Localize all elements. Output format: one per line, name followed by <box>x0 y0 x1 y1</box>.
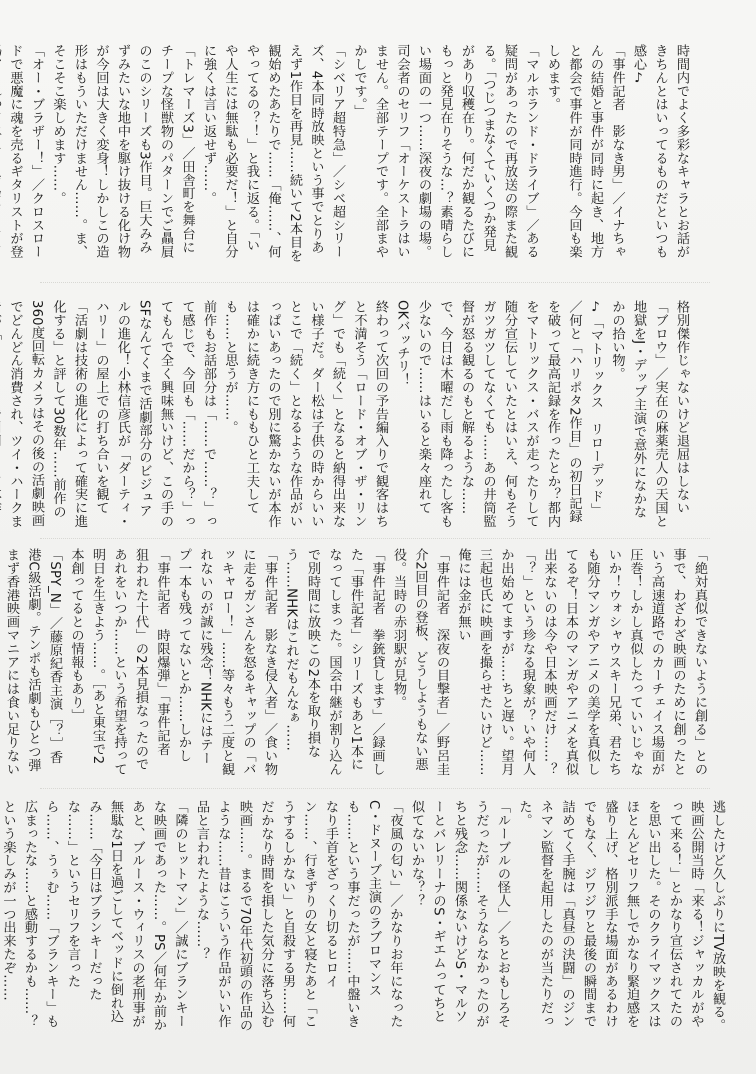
row-divider <box>40 538 710 539</box>
row-divider <box>40 282 710 283</box>
text-column-block-4: 逃したけど久しぶりにTV放映を観る。映画公開当時「来る！ジャッカルがやって来る！」とかなり宣伝されてたのを思い出した。そのクライマックスはほとんどセリフ無しでかなり緊迫感を盛り上げ、格別派手な場面があるわけでもなく、ジワジワと最後の瞬間まで詰めてく手腕は「真昼の決闘」のジンネマン監督を起用したのが当たりだった。 「ルーブルの怪人」／ちとおもしろそうだったが……そうならなかったのがちと残念……関係ないけどS・マルソーとバレリーナのS・ギエムってちと似てないかな？？ 「夜風の匂い」／かなりお年になったC・ドヌーブ主演のラブロマンスも……という事だったが……中盤いきなり手首をざっくり切るヒロイン……、行きずりの女と寝たあと「こうするしかない」と自殺する男……何だかなり時間を損した気分に落ち込む映画……。まるで70年代初頭の作品のような……昔はこういう作品がいい作品と言われたような……？ 「隣のヒットマン」／誠にブランキーな映画であった……。PS／何年か前かあと、ブルース・ウィリスの老刑事が無駄な1日を過ごしてベッドに倒れ込み……「今日はブランキーだったな……」というセリフを言ったら……、うぅむ……「ブランキー」も広まったな……と感動するかも……？という楽しみが一つ出来たぞ…… <box>0 800 725 1032</box>
text-column-block-1: 時間内でよく多彩なキャラとお話がきちんとはいってるものだといつも感心♪ 「事件記者 影なき男」／イナちゃんの結婚と事件が同時に起き、地方と都会で事件が同時進行。今回も楽しめます。 「マルホランド・ドライブ」／ある疑問があったので再放送の際また観る。「つじつまなくていくつか発見があり収穫在り。何だか観るたびにもっと発見在りそうな…？素晴らしい場面の一つ……深夜の劇場の場。司会者のセリフ「オーケストラはいません。全部テープです。全部まやかしです。」 「シベリア超特急」／シベ超シリーズ、4本同時放映という事でとりあえず1作目を再見……続いて2本目を観始めたあたりで……「俺……、何やってるの？！」と我に返る。「いや人生には無駄も必要だ！」と自分に強くは言い返せず……。 「トレマーズ3」／田舎町を舞台にチープな怪獣物のパターンでご贔屓のこのシリーズも3作目。巨大みみずみたいな地中を駆け抜ける化け物が今回は大きく変身！しかしこの造形はもういただけません……。ま、そこそこ楽しめます……。 「オー・ブラザー！」／クロスロードで悪魔に魂を売るギタリストが登 <box>7 44 689 263</box>
text-column-block-2: 格別傑作じゃないけど退屈はしない 「ブロウ」／実在の麻薬売人の天国と地獄をJ・デップ主演で意外になかなかの拾い物。 ♪「マトリックス リローデッド」／何と「ハリポタ2作目」の初日記録を破って最高記録を作ったとか？都内をマトリックス・バスが走ったりして随分宣伝していたとはいえ、何もそうガツガツしてなくても……あの井筒監督が怒る観るのもと解るような……で、今日は木曜だし雨も降ったし客も少ないので……はいると楽々座れてOKバッチリ！ 終わって次回の予告編入りで観客はちと不満そう「ロード・オブ・ザ・リング」でも「続く」となると納得出来ない様子だ。ダー松は子供の時からいいとこで「続く」となるような作品がいっぱいあったので別に驚かないが本作は確かに続き方にももひと工夫しても……と思うが……。 前作もお話部分は「……で……？」って感じで、今回も「……だから？」ってもんで全く興味無いけど、この手のSFなんてくまで活劇部分のビジュアルの進化！小林信彦氏が「ダーティ・ハリー」の屋上での打ち合いを観て「活劇は技術の進化によって確実に進化する」と評して30数年……前作の360度回転カメラはその後の活劇映画でどんどん消費され、ツイ・ハークま <box>7 300 689 528</box>
row-divider <box>40 788 710 789</box>
text-column-block-3: 「絶対真似できないように創る」との事で、わざわざ映画のために創ったという高速道路でのカーチェイス場面が圧巻！しかし真似したっていいじゃないか！ウォシャウスキー兄弟、君たちも随分マンガやアニメの美学を真似してるぞ！日本のマンガやアニメを真似出来ないのは今や日本映画だけ……？ 「？」という珍なる現象が？いや何人か出始めてますが……ちと遅い。望月三起也氏に映画を撮らせたいけど……俺には金が無い 「事件記者 深夜の目撃者」／野呂圭介2回目の登板、どうしようもない悪役。当時の赤羽駅が見物。 「事件記者 拳銃貸します」／録画した「事件記者」シリーズもあと1本になってしまった。国会中継が割り込んで別時間に放映この2本を取り損なう……NHKはこれだもんなぁ…… 「事件記者 影なき侵入者」／食い物に走るガンさんを怒るキャップの「バッキャロー！」……等々もう二度と観れないのが誠に残念！NHKにはテープ一本も残ってないとか……しかし「事件記者 時限爆弾」「事件記者 狙われた十代」の2本見損なったのであれをいつか……という希望を持って明日を生きよう……。［あと東宝で2本創ってるとの情報もあり］ 「SPY_N」／藤原紀香主演［？］香港C級活劇。テンポも活劇もひとつ弾まず香港映画マニアには食い足りない <box>4 548 707 776</box>
